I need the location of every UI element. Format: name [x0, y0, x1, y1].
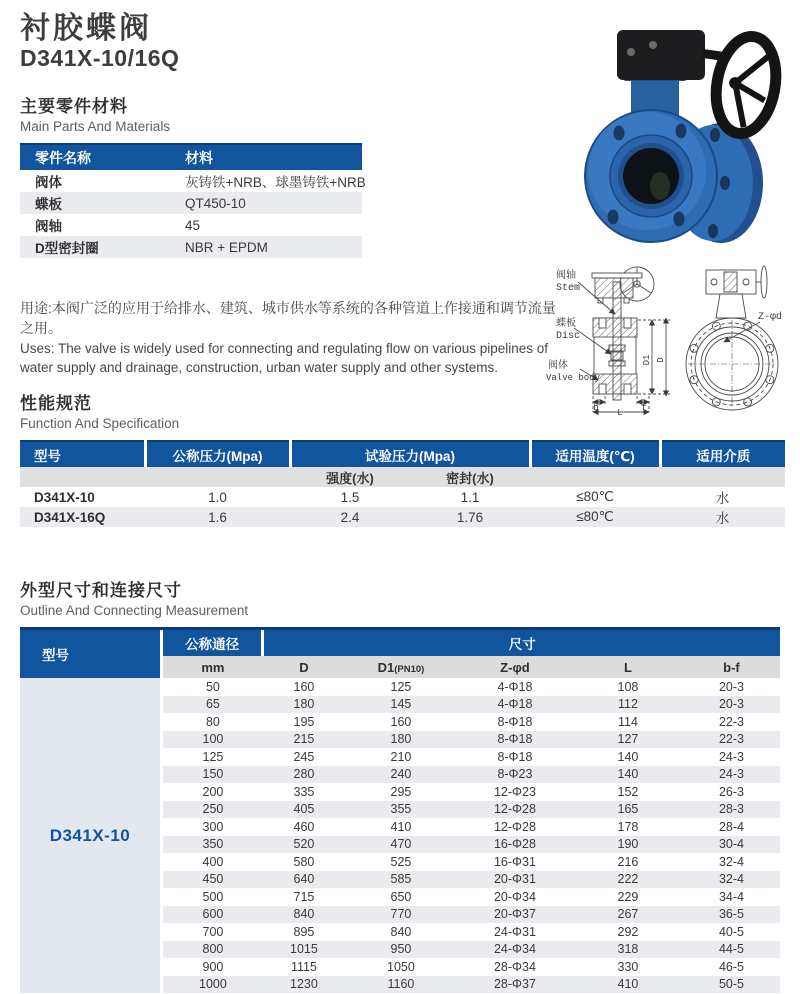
- table-cell: 800: [163, 941, 263, 959]
- table-row: [20, 192, 362, 214]
- table-cell: 45: [185, 217, 201, 233]
- table-cell: 600: [163, 906, 263, 924]
- handwheel: [709, 32, 783, 139]
- table-cell: 216: [617, 854, 639, 869]
- table-cell: 525: [390, 854, 412, 869]
- label-dim-f: f: [641, 403, 647, 413]
- table-cell: 24-3: [718, 749, 744, 764]
- table-cell: 26-3: [718, 784, 744, 799]
- table-cell: 24-Φ31: [493, 924, 536, 939]
- table-cell: 245: [293, 749, 315, 764]
- table-row: [163, 958, 780, 976]
- table-row: [163, 871, 780, 889]
- table-cell: 180: [263, 696, 345, 714]
- table-cell: 32-4: [683, 871, 780, 889]
- subcol-d: D: [263, 656, 345, 678]
- table-cell: 40-5: [718, 924, 744, 939]
- table-row: [163, 836, 780, 854]
- table-cell: 1.1: [460, 489, 480, 505]
- table-cell: 12-Φ23: [493, 784, 536, 799]
- label-dim-d: D: [656, 357, 666, 363]
- table-cell: 1.0: [208, 489, 227, 505]
- table-cell: 125: [390, 679, 412, 694]
- table-cell: 蝶板: [20, 192, 170, 214]
- table-cell: 410: [573, 976, 683, 994]
- spec-heading-cn: 性能规范: [20, 394, 92, 413]
- table-cell: 30-4: [683, 836, 780, 854]
- table-cell: 1.76: [410, 507, 530, 527]
- table-cell: 450: [163, 871, 263, 889]
- table-cell: 300: [202, 819, 224, 834]
- model-panel-value: D341X-10: [20, 678, 160, 993]
- table-cell: 20-Φ31: [457, 871, 573, 889]
- table-cell: 335: [293, 784, 315, 799]
- table-row: [163, 783, 780, 801]
- table-row: [163, 818, 780, 836]
- label-body-cn: 阀体: [548, 360, 568, 371]
- table-cell: 165: [573, 801, 683, 819]
- col-nominal-diameter: 公称通径: [163, 630, 263, 656]
- table-cell: 140: [617, 749, 639, 764]
- table-row: [20, 507, 785, 527]
- drawing-disc: [609, 345, 625, 351]
- drawing-handwheel-edge: [761, 266, 767, 298]
- table-cell: 50-5: [683, 976, 780, 994]
- table-cell: 240: [345, 766, 457, 784]
- table-cell: 140: [573, 766, 683, 784]
- label-stem-en: Stem: [556, 283, 581, 294]
- table-cell: 222: [573, 871, 683, 889]
- table-cell: 水: [715, 491, 730, 506]
- table-cell: 580: [293, 854, 315, 869]
- table-cell: 405: [263, 801, 345, 819]
- table-cell: 145: [345, 696, 457, 714]
- table-cell: 1115: [290, 959, 317, 974]
- table-row: [163, 731, 780, 749]
- table-row: [20, 170, 362, 192]
- table-cell: 292: [617, 924, 639, 939]
- col-model: 型号: [20, 441, 145, 467]
- table-cell: 895: [293, 924, 315, 939]
- table-cell: 阀轴: [35, 219, 62, 234]
- table-cell: 195: [293, 714, 315, 729]
- bolt-hole: [708, 224, 718, 238]
- bolt-hole: [676, 124, 687, 139]
- table-cell: 520: [263, 836, 345, 854]
- label-dim-b: b: [593, 403, 599, 413]
- table-cell: 295: [390, 784, 412, 799]
- table-row: [163, 766, 780, 784]
- table-cell: 16-Φ31: [493, 854, 536, 869]
- table-cell: D341X-16Q: [20, 507, 145, 527]
- spec-header-row: [20, 441, 785, 467]
- table-cell: 24-Φ34: [457, 941, 573, 959]
- table-cell: 44-5: [683, 941, 780, 959]
- table-cell: 127: [573, 731, 683, 749]
- table-cell: 阀体: [35, 175, 62, 190]
- table-cell: 125: [202, 749, 224, 764]
- table-cell: 20-Φ37: [457, 906, 573, 924]
- col-medium: 适用介质: [660, 441, 785, 467]
- table-cell: 215: [263, 731, 345, 749]
- table-cell: 34-4: [718, 889, 744, 904]
- table-row: [163, 923, 780, 941]
- page-header: [20, 12, 179, 72]
- valve-bore: [623, 148, 679, 204]
- table-cell: D341X-10: [34, 489, 95, 505]
- table-cell: 8-Φ18: [457, 731, 573, 749]
- table-cell: D型密封圈: [20, 236, 170, 258]
- table-cell: 108: [617, 679, 639, 694]
- table-cell: 280: [263, 766, 345, 784]
- label-disc-en: Disc: [556, 331, 581, 342]
- table-row: [163, 748, 780, 766]
- table-cell: 20-3: [683, 696, 780, 714]
- dimension-model-column: [20, 630, 160, 993]
- valve-photo: [563, 13, 800, 253]
- subcol-mm: mm: [163, 656, 263, 678]
- table-cell: 700: [202, 924, 224, 939]
- gearbox-bolt: [627, 48, 635, 56]
- dimension-heading: [20, 576, 248, 618]
- table-cell: 1230: [263, 976, 345, 994]
- subcol-z-phi-d: Z-φd: [457, 656, 573, 678]
- table-cell: 灰铸铁+NRB、球墨铸铁+NRB: [185, 175, 366, 190]
- dim-header-row: [163, 630, 780, 656]
- table-cell: 410: [390, 819, 412, 834]
- bolt-hole: [710, 128, 720, 142]
- table-cell: 150: [163, 766, 263, 784]
- table-cell: 36-5: [683, 906, 780, 924]
- bolt-hole: [674, 212, 685, 227]
- table-cell: 650: [390, 889, 412, 904]
- table-cell: 355: [345, 801, 457, 819]
- subcol-d1: D1(PN10): [345, 656, 457, 678]
- table-cell: ≤80℃: [530, 507, 660, 527]
- label-body-en: Valve body: [546, 373, 601, 383]
- table-cell: 28-Φ37: [457, 976, 573, 994]
- table-cell: 250: [163, 801, 263, 819]
- table-cell: 950: [345, 941, 457, 959]
- table-cell: 770: [345, 906, 457, 924]
- table-cell: ≤80℃: [576, 489, 614, 504]
- table-cell: 585: [345, 871, 457, 889]
- table-row: [163, 888, 780, 906]
- materials-table: [20, 143, 366, 258]
- table-cell: 28-4: [718, 819, 744, 834]
- bolt-hole: [614, 126, 625, 141]
- table-cell: 229: [617, 889, 639, 904]
- table-cell: 190: [573, 836, 683, 854]
- materials-header-row: [20, 144, 362, 170]
- table-cell: 500: [202, 889, 224, 904]
- table-cell: 1015: [263, 941, 345, 959]
- spec-heading-en: Function And Specification: [20, 416, 180, 431]
- table-cell: 4-Φ18: [497, 679, 533, 694]
- table-row: [163, 976, 780, 994]
- materials-heading-cn: 主要零件材料: [20, 97, 128, 116]
- table-cell: 1.6: [145, 507, 290, 527]
- table-cell: 210: [390, 749, 412, 764]
- label-bolt-holes: Z-φd: [758, 312, 783, 323]
- dim-subheader-row: [163, 656, 780, 678]
- table-row: [163, 713, 780, 731]
- table-cell: 28-Φ34: [493, 959, 536, 974]
- table-cell: 20-Φ34: [493, 889, 536, 904]
- table-cell: QT450-10: [170, 192, 362, 214]
- table-cell: 32-4: [718, 854, 744, 869]
- table-cell: 330: [617, 959, 639, 974]
- table-cell: 400: [202, 854, 224, 869]
- table-cell: 350: [163, 836, 263, 854]
- col-part-name: 零件名称: [20, 144, 170, 170]
- col-material: 材料: [170, 144, 362, 170]
- dimension-table: [20, 627, 780, 993]
- table-row: [163, 853, 780, 871]
- table-cell: 50: [205, 679, 220, 694]
- table-cell: 46-5: [718, 959, 744, 974]
- table-cell: 水: [660, 507, 785, 527]
- subcol-strength: 强度(水): [290, 467, 410, 487]
- col-temperature: 适用温度(℃): [530, 441, 660, 467]
- valve-technical-drawing: [546, 262, 800, 416]
- spec-heading: [20, 389, 179, 431]
- table-cell: 318: [573, 941, 683, 959]
- dimension-heading-cn: 外型尺寸和连接尺寸: [20, 581, 182, 600]
- table-cell: 1000: [163, 976, 263, 994]
- table-cell: 114: [617, 714, 638, 729]
- subcol-b-f: b-f: [683, 656, 780, 678]
- table-cell: 200: [202, 784, 224, 799]
- spec-table: [20, 440, 785, 527]
- materials-heading-en: Main Parts And Materials: [20, 119, 171, 134]
- table-row: [163, 941, 780, 959]
- table-cell: 22-3: [683, 731, 780, 749]
- col-size: 尺寸: [263, 630, 780, 656]
- spec-subheader-row: [20, 467, 785, 487]
- table-row: [20, 214, 362, 236]
- label-dim-l: L: [617, 408, 623, 416]
- label-disc-cn: 蝶板: [556, 318, 576, 329]
- table-cell: NBR + EPDM: [170, 236, 362, 258]
- table-row: [20, 487, 785, 507]
- table-cell: 1.5: [340, 489, 360, 505]
- table-cell: 16-Φ28: [457, 836, 573, 854]
- bore-glint: [650, 172, 670, 200]
- table-cell: 65: [163, 696, 263, 714]
- label-dim-d1: D1: [642, 354, 652, 366]
- subcol-seal: 密封(水): [410, 467, 530, 487]
- usage-text-cn: 用途:本阀广泛的应用于给排水、建筑、城市供水等系统的各种管道上作接通和调节流量之用。: [20, 300, 556, 336]
- table-cell: 2.4: [290, 507, 410, 527]
- table-cell: 715: [293, 889, 315, 904]
- table-cell: 22-3: [718, 714, 744, 729]
- table-row: [20, 236, 362, 258]
- bolt-hole: [608, 210, 619, 225]
- page-title: 衬胶蝶阀: [20, 12, 152, 45]
- dimension-heading-en: Outline And Connecting Measurement: [20, 603, 249, 618]
- subcol-d1-note: (PN10): [394, 663, 425, 675]
- materials-heading: [20, 92, 170, 134]
- usage-text-en: Uses: The valve is widely used for connecting and regulating flow on various pipelines of water supply and drainage, construction, urban water supply and other systems.: [20, 340, 549, 375]
- table-cell: 178: [617, 819, 639, 834]
- drawing-gearbox-plate: [592, 273, 642, 278]
- table-cell: 1050: [387, 959, 415, 974]
- table-cell: 180: [345, 731, 457, 749]
- table-cell: 267: [573, 906, 683, 924]
- table-cell: 160: [293, 679, 315, 694]
- table-cell: 4-Φ18: [457, 696, 573, 714]
- table-cell: 1160: [345, 976, 457, 994]
- col-model: 型号: [20, 630, 160, 678]
- table-cell: 24-3: [683, 766, 780, 784]
- usage-block: [20, 299, 560, 377]
- table-row: [163, 696, 780, 714]
- table-cell: 160: [390, 714, 412, 729]
- subcol-l: L: [573, 656, 683, 678]
- table-cell: 100: [163, 731, 263, 749]
- table-row: [163, 906, 780, 924]
- table-row: [163, 678, 780, 696]
- table-cell: 12-Φ28: [457, 801, 573, 819]
- product-model: D341X-10/16Q: [20, 45, 180, 71]
- dimension-data-table: [163, 630, 780, 993]
- bolt-hole: [720, 176, 730, 190]
- table-cell: 840: [390, 924, 412, 939]
- table-cell: 112: [573, 696, 683, 714]
- table-cell: 640: [263, 871, 345, 889]
- table-cell: 152: [617, 784, 639, 799]
- table-row: [163, 801, 780, 819]
- table-cell: 8-Φ23: [457, 766, 573, 784]
- table-cell: 900: [202, 959, 224, 974]
- table-cell: 840: [263, 906, 345, 924]
- table-cell: 12-Φ28: [493, 819, 536, 834]
- table-cell: 8-Φ18: [497, 714, 533, 729]
- col-test-pressure: 试验压力(Mpa): [290, 441, 530, 467]
- label-stem-cn: 阀轴: [556, 270, 576, 281]
- table-cell: 80: [205, 714, 220, 729]
- table-cell: 470: [345, 836, 457, 854]
- table-cell: 460: [293, 819, 315, 834]
- table-cell: 8-Φ18: [497, 749, 533, 764]
- table-cell: 28-3: [683, 801, 780, 819]
- table-cell: 20-3: [718, 679, 744, 694]
- gearbox-bolt: [649, 41, 657, 49]
- col-nominal-pressure: 公称压力(Mpa): [145, 441, 290, 467]
